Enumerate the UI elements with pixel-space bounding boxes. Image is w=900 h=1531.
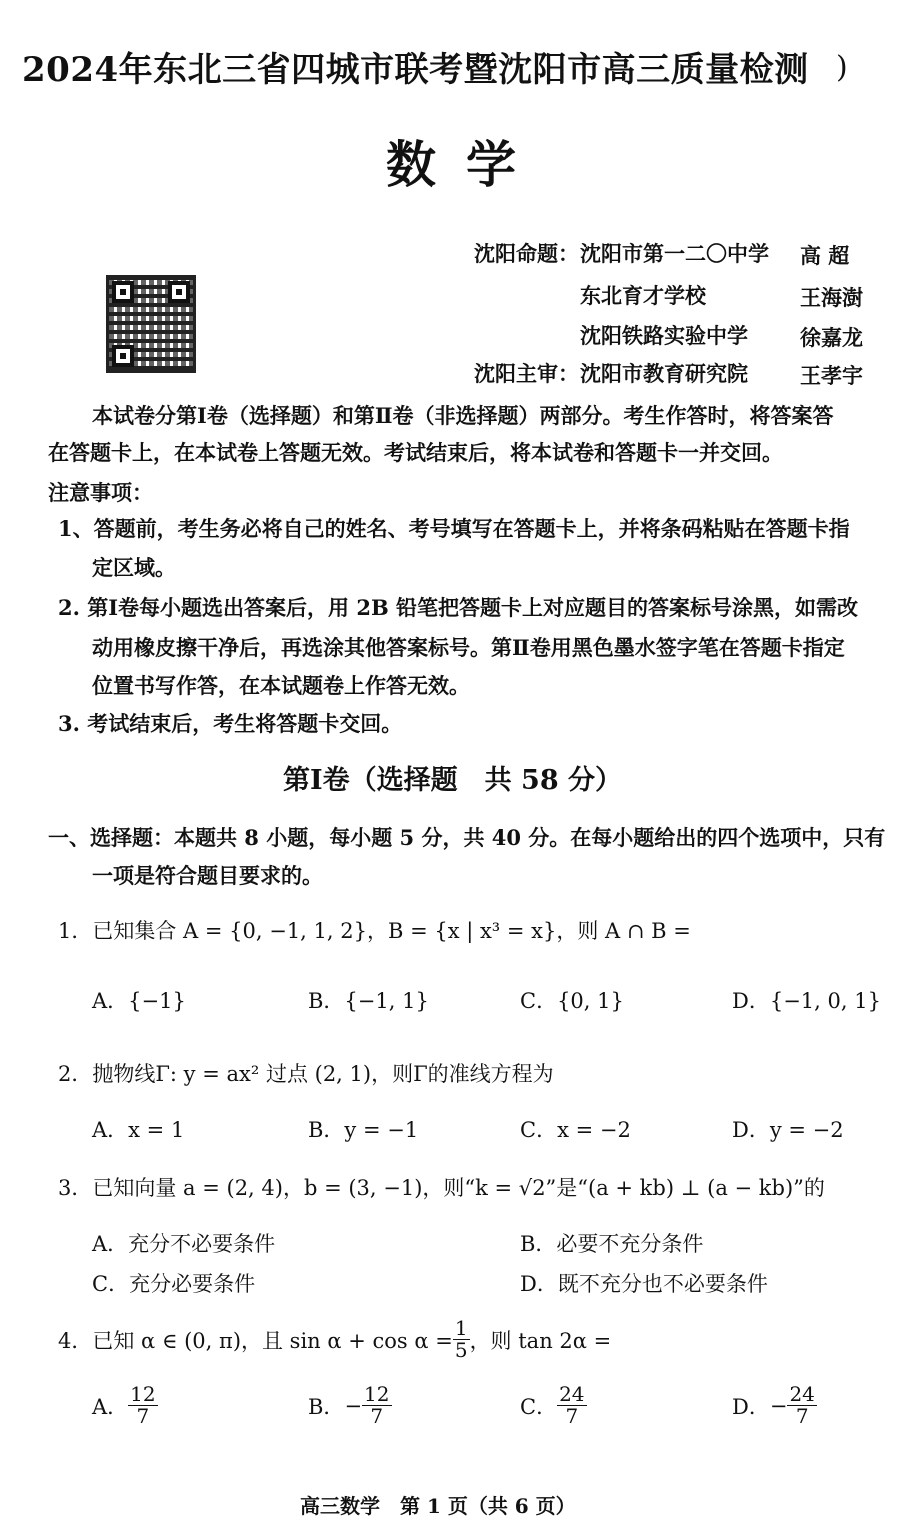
exam-title: 2024年东北三省四城市联考暨沈阳市高三质量检测 xyxy=(22,50,809,90)
author-name-2: 王海澍 xyxy=(800,285,863,310)
question-4-option-d xyxy=(732,1384,817,1427)
option-label: A． xyxy=(92,1394,129,1419)
question-1-option-a: A．{−1} xyxy=(92,989,186,1013)
note-2-line-2: 动用橡皮擦干净后，再选涂其他答案标号。第Ⅱ卷用黑色墨水签字笔在答题卡指定 xyxy=(92,635,845,660)
question-4-stem-prefix: 4．已知 α ∈ (0, π)，且 sin α + cos α = xyxy=(58,1328,453,1353)
part1-line-1: 一、选择题：本题共 8 小题，每小题 5 分，共 40 分。在每小题给出的四个选项中，只有 xyxy=(48,825,886,850)
note-2-line-1: 2. 第Ⅰ卷每小题选出答案后，用 2B 铅笔把答题卡上对应题目的答案标号涂黑，如需改 xyxy=(58,595,859,620)
question-2-option-a: A．x = 1 xyxy=(92,1118,185,1142)
option-fraction xyxy=(128,1384,157,1427)
option-label: C． xyxy=(520,1394,558,1419)
option-num: 12 xyxy=(130,1382,156,1406)
page-footer: 高三数学 第 1 页（共 6 页） xyxy=(300,1494,576,1518)
note-1-line-2: 定区域。 xyxy=(92,555,176,580)
question-4-fraction-num: 1 xyxy=(454,1316,468,1340)
question-1-option-b: B．{−1, 1} xyxy=(308,989,429,1013)
option-den: 7 xyxy=(136,1404,150,1428)
option-den: 7 xyxy=(795,1404,809,1428)
question-4-fraction xyxy=(453,1318,470,1361)
question-4-stem-suffix: ，则 tan 2α = xyxy=(469,1328,612,1353)
qr-code-icon xyxy=(106,275,196,373)
question-2-option-d: D．y = −2 xyxy=(732,1118,844,1142)
note-3: 3. 考试结束后，考生将答题卡交回。 xyxy=(58,711,403,736)
question-3-option-c: C．充分必要条件 xyxy=(92,1272,256,1296)
question-4-stem xyxy=(58,1318,611,1361)
option-label: D． xyxy=(732,1394,770,1419)
question-2-option-c: C．x = −2 xyxy=(520,1118,631,1142)
question-3-stem: 3．已知向量 a = (2, 4)，b = (3, −1)，则“k = √2”是“(a + kb) ⊥ (a − kb)”的 xyxy=(58,1176,825,1200)
option-fraction xyxy=(362,1384,391,1427)
option-sign: − xyxy=(769,1393,788,1418)
question-2-option-b: B．y = −1 xyxy=(308,1118,419,1142)
option-num: 12 xyxy=(364,1382,390,1406)
option-num: 24 xyxy=(559,1382,585,1406)
author-name-4: 王孝宇 xyxy=(800,363,863,388)
part1-line-2: 一项是符合题目要求的。 xyxy=(92,863,323,888)
subject-title: 数学 xyxy=(386,135,546,194)
question-4-option-a xyxy=(92,1384,158,1427)
note-1-line-1: 1、答题前，考生务必将自己的姓名、考号填写在答题卡上，并将条码粘贴在答题卡指 xyxy=(58,516,850,541)
question-1-stem: 1．已知集合 A = {0, −1, 1, 2}，B = {x | x³ = x}，则 A ∩ B = xyxy=(58,919,691,943)
author-school-4: 沈阳市教育研究院 xyxy=(580,361,748,386)
question-2-stem: 2．抛物线Γ: y = ax² 过点 (2, 1)，则Γ的准线方程为 xyxy=(58,1062,554,1086)
option-label: B． xyxy=(308,1394,345,1419)
intro-line-1: 本试卷分第Ⅰ卷（选择题）和第Ⅱ卷（非选择题）两部分。考生作答时，将答案答 xyxy=(92,403,834,428)
question-4-option-b xyxy=(308,1384,392,1427)
option-fraction xyxy=(557,1384,586,1427)
notes-heading: 注意事项： xyxy=(48,480,153,505)
option-den: 7 xyxy=(370,1404,384,1428)
option-sign: − xyxy=(344,1393,363,1418)
intro-line-2: 在答题卡上，在本试卷上答题无效。考试结束后，将本试卷和答题卡一并交回。 xyxy=(48,440,783,465)
title-paren: ) xyxy=(836,50,848,85)
question-4-fraction-den: 5 xyxy=(454,1338,468,1362)
reviewer-label: 沈阳主审： xyxy=(474,361,579,386)
question-4-option-c xyxy=(520,1384,587,1427)
question-3-option-d: D．既不充分也不必要条件 xyxy=(520,1272,768,1296)
question-1-option-c: C．{0, 1} xyxy=(520,989,624,1013)
author-school-2: 东北育才学校 xyxy=(580,283,706,308)
question-1-option-d: D．{−1, 0, 1} xyxy=(732,989,881,1013)
question-3-option-b: B．必要不充分条件 xyxy=(520,1232,704,1256)
author-school-3: 沈阳铁路实验中学 xyxy=(580,323,748,348)
option-fraction xyxy=(787,1384,816,1427)
author-school-1: 沈阳市第一二〇中学 xyxy=(580,241,769,266)
author-name-1: 高 超 xyxy=(800,243,850,268)
option-den: 7 xyxy=(565,1404,579,1428)
question-3-option-a: A．充分不必要条件 xyxy=(92,1232,276,1256)
author-name-3: 徐嘉龙 xyxy=(800,325,863,350)
option-num: 24 xyxy=(789,1382,815,1406)
section-title: 第Ⅰ卷（选择题 共 58 分） xyxy=(283,765,623,796)
proposer-label: 沈阳命题： xyxy=(474,241,579,266)
note-2-line-3: 位置书写作答，在本试题卷上作答无效。 xyxy=(92,673,470,698)
